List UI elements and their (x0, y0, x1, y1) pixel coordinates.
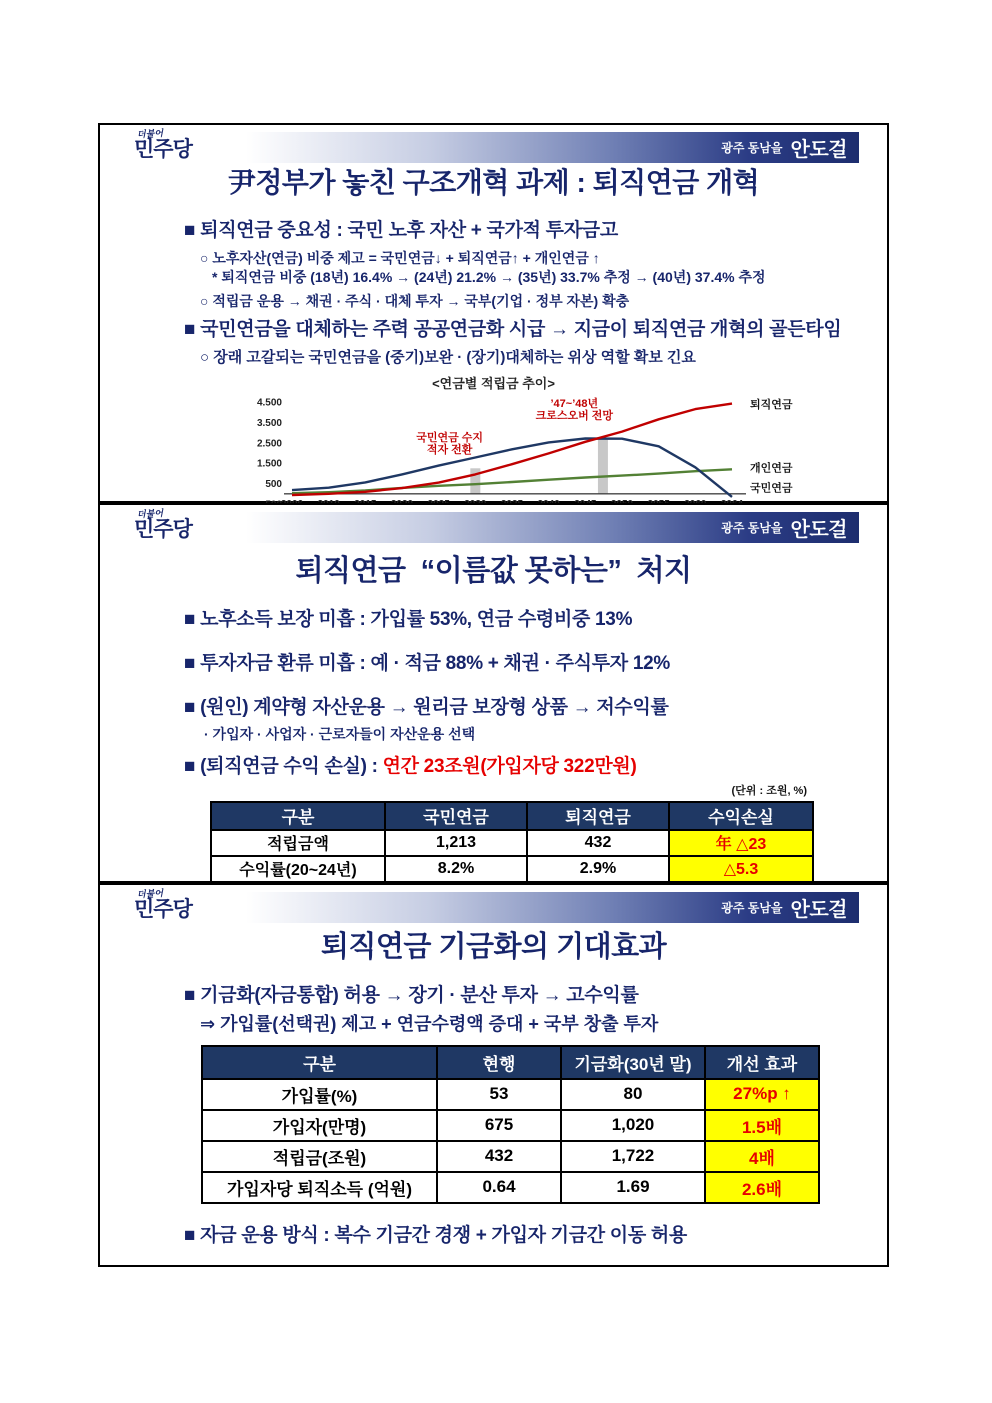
cell-join-rate-fundized: 80 (561, 1079, 705, 1110)
yield-loss-value: 연간 23조원(가입자당 322만원) (382, 755, 637, 777)
sub-expected-effects: ⇒ 가입률(선택권) 제고 + 연금수령액 증대 + 국부 창출 투자 (200, 1013, 659, 1034)
chart-series-line (292, 469, 732, 493)
chart-annotation: ’47~’48년 (550, 397, 599, 410)
cell-join-rate-label: 가입률(%) (202, 1079, 437, 1110)
bullet-golden-time: ■ 국민연금을 대체하는 주력 공공연금화 시급 → 지금이 퇴직연금 개혁의 골든타임 (184, 319, 842, 341)
col-improvement: 개선 효과 (705, 1046, 819, 1079)
yield-loss-label: ■ (퇴직연금 수익 손실) : (184, 755, 383, 777)
chart-annotation: 국민연금 수지 (416, 431, 484, 444)
district-label: 광주 동남을 (721, 901, 783, 915)
chart-series-label: 개인연금 (750, 461, 793, 474)
chart-y-tick: 2.500 (256, 437, 282, 449)
cell-reserve-retirement: 432 (527, 830, 669, 856)
chart-annotation: 크로스오버 전망 (535, 409, 614, 422)
cell-reserve-national: 1,213 (385, 830, 527, 856)
cell-members-current: 675 (437, 1110, 561, 1141)
sub-asset-ratio: ○ 노후자산(연금) 비중 제고 = 국민연금↓ + 퇴직연금↑ + 개인연금 ↑ (200, 249, 600, 266)
col-yield-loss: 수익손실 (669, 802, 813, 830)
table-row (202, 1110, 819, 1141)
slide-3 (98, 883, 889, 1267)
cell-reserve-label: 적립금(조원) (202, 1141, 437, 1172)
party-logo (134, 129, 192, 160)
cell-members-fundized: 1,020 (561, 1110, 705, 1141)
slide-1-title-text: 정부가 놓친 구조개혁 과제 : 퇴직연금 개혁 (255, 167, 760, 198)
header-gradient-bar (246, 132, 859, 163)
col-fundized: 기금화(30년 말) (561, 1046, 705, 1079)
party-logo-main: 민주당 (134, 518, 192, 541)
table-header-row (211, 802, 813, 830)
col-current: 현행 (437, 1046, 561, 1079)
candidate-name: 안도걸 (790, 139, 847, 161)
table-row (211, 856, 813, 882)
cell-yield-label: 수익률(20~24년) (211, 856, 385, 882)
header-gradient-bar (246, 512, 859, 543)
slide-2-title: 퇴직연금 “이름값 못하는” 처지 (295, 555, 692, 587)
chart-series-label: 국민연금 (750, 482, 793, 495)
cell-join-rate-improve: 27%p ↑ (705, 1079, 819, 1110)
table-unit-note: (단위 : 조원, %) (731, 784, 807, 797)
party-logo-top: 더불어 (136, 508, 164, 520)
cell-yield-loss: △5.3 (669, 856, 813, 882)
candidate-name: 안도걸 (790, 519, 847, 541)
cell-reserve-current: 432 (437, 1141, 561, 1172)
table-row (202, 1141, 819, 1172)
district-label: 광주 동남을 (721, 141, 783, 155)
bullet-income-security: ■ 노후소득 보장 미흡 : 가입률 53%, 연금 수령비중 13% (184, 609, 633, 631)
yoon-character: 尹 (227, 168, 256, 199)
header-gradient-bar (246, 892, 859, 923)
col-national-pension: 국민연금 (385, 802, 527, 830)
slide-2 (98, 503, 889, 883)
fundization-effect-table (201, 1045, 820, 1204)
sub-role-needed: ○ 장래 고갈되는 국민연금을 (중기)보완 · (장기)대체하는 위상 역할 확보 긴요 (200, 349, 696, 366)
chart-y-tick: 4.500 (256, 397, 282, 408)
table-row (202, 1172, 819, 1203)
table-header-row (202, 1046, 819, 1079)
cell-income-fundized: 1.69 (561, 1172, 705, 1203)
slide-2-header (100, 505, 887, 547)
chart-y-tick: 500 (265, 478, 282, 490)
party-logo-top: 더불어 (136, 128, 164, 140)
slide-1-title (100, 167, 887, 200)
chart-series-line (292, 438, 732, 496)
sub-pension-share-trend: * 퇴직연금 비중 (18년) 16.4% → (24년) 21.2% → (35년) 33.7% 추정 → (40년) 37.4% 추정 (212, 268, 766, 285)
bullet-fund-operation: ■ 자금 운용 방식 : 복수 기금간 경쟁 + 가입자 기금간 이동 허용 (184, 1224, 687, 1246)
chart-series-label: 퇴직연금 (750, 398, 793, 411)
cell-reserve-fundized: 1,722 (561, 1141, 705, 1172)
bullet-cause-low-yield: ■ (원인) 계약형 자산운용 → 원리금 보장형 상품 → 저수익률 (184, 696, 669, 718)
slide-1 (98, 123, 889, 503)
sub-fund-operation: ○ 적립금 운용 → 채권 · 주식 · 대체 투자 → 국부(기업 · 정부 자본) 확충 (200, 293, 630, 310)
cell-members-label: 가입자(만명) (202, 1110, 437, 1141)
cell-yield-national: 8.2% (385, 856, 527, 882)
cell-yield-retirement: 2.9% (527, 856, 669, 882)
cell-reserve-label: 적립금액 (211, 830, 385, 856)
party-logo (134, 509, 192, 540)
chart-y-tick: 3.500 (256, 417, 282, 429)
sub-asset-selection: · 가입자 · 사업자 · 근로자들이 자산운용 선택 (204, 725, 476, 742)
table-row (211, 830, 813, 856)
party-logo (134, 889, 192, 920)
cell-income-improve: 2.6배 (705, 1172, 819, 1203)
bullet-pension-importance: ■ 퇴직연금 중요성 : 국민 노후 자산 + 국가적 투자금고 (184, 219, 618, 241)
party-logo-main: 민주당 (134, 898, 192, 921)
slide-1-header (100, 125, 887, 167)
bullet-fundization: ■ 기금화(자금통합) 허용 → 장기 · 분산 투자 → 고수익률 (184, 984, 639, 1006)
col-category: 구분 (202, 1046, 437, 1079)
chart-title: <연금별 적립금 추이> (432, 375, 555, 391)
bullet-yield-loss (184, 755, 887, 779)
party-logo-main: 민주당 (134, 138, 192, 161)
table-row (202, 1079, 819, 1110)
cell-reserve-improve: 4배 (705, 1141, 819, 1172)
chart-y-tick: 1.500 (256, 458, 282, 470)
loss-comparison-table (210, 801, 814, 883)
cell-members-improve: 1.5배 (705, 1110, 819, 1141)
cell-income-current: 0.64 (437, 1172, 561, 1203)
bullet-investment-return: ■ 투자자금 환류 미흡 : 예 · 적금 88% + 채권 · 주식투자 12% (184, 653, 670, 675)
cell-join-rate-current: 53 (437, 1079, 561, 1110)
cell-reserve-loss: 年 △23 (669, 830, 813, 856)
col-category: 구분 (211, 802, 385, 830)
chart-marker-bar (470, 468, 480, 494)
party-logo-top: 더불어 (136, 888, 164, 900)
col-retirement-pension: 퇴직연금 (527, 802, 669, 830)
district-label: 광주 동남을 (721, 521, 783, 535)
cell-income-label: 가입자당 퇴직소득 (억원) (202, 1172, 437, 1203)
chart-annotation: 적자 전환 (426, 443, 473, 456)
slide-3-header (100, 885, 887, 927)
candidate-name: 안도걸 (790, 899, 847, 921)
slide-3-title: 퇴직연금 기금화의 기대효과 (320, 931, 667, 963)
chart-marker-bar (598, 438, 608, 493)
